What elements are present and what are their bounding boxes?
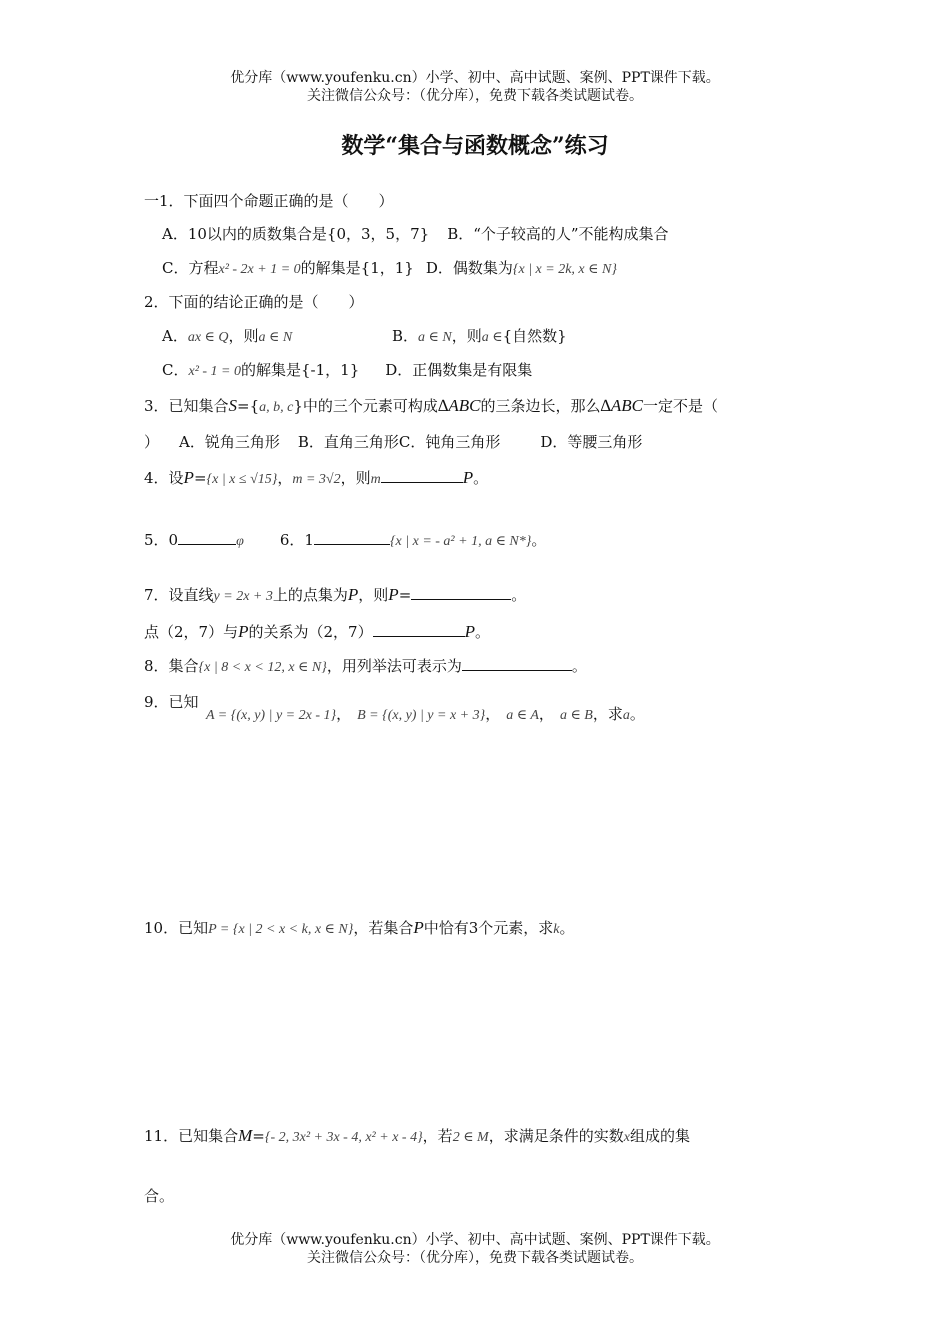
q7-end: 。 [511, 586, 527, 604]
q7-line2-prefix: 点（2，7）与 [144, 623, 239, 641]
q11-prefix: 11．已知集合 [144, 1127, 239, 1145]
q8-prefix: 8．集合 [144, 657, 199, 675]
q11-x-var: x [623, 1130, 630, 1145]
q5-answer-blank[interactable] [178, 530, 236, 545]
q4-m-def: m = 3√2 [292, 472, 341, 487]
q10-end: 。 [559, 919, 575, 937]
q9-set-b: B = {(x, y) | y = x + 3} [357, 708, 486, 723]
q2-option-c-label: C． [162, 361, 189, 379]
q9-cond-1: a ∈ A [506, 708, 539, 723]
q4-p: P [183, 468, 194, 487]
footer-line-1: 优分库（www.youfenku.cn）小学、初中、高中试题、案例、PPT课件下载。 [230, 1232, 720, 1248]
q7-line2-middle: 的关系为（2，7） [248, 623, 373, 641]
q9-comma-3: ， [538, 705, 554, 723]
q8-end: 。 [571, 657, 587, 675]
q8-middle: ，用列举法可表示为 [326, 657, 462, 675]
q2-option-a-math2: a ∈ N [258, 330, 293, 345]
q4-m-var: m [370, 472, 381, 487]
header-line-2: 关注微信公众号：（优分库），免费下载各类试题试卷。 [307, 88, 643, 104]
q9-set-a: A = {(x, y) | y = 2x - 1} [206, 708, 337, 723]
q4-set: {x | x ≤ √15} [206, 472, 278, 487]
q10-set: P = {x | 2 < x < k, x ∈ N} [208, 922, 354, 937]
q7-p3: P [238, 622, 249, 641]
q7-answer-blank-1[interactable] [411, 585, 511, 600]
question-3-options [144, 432, 642, 452]
q2-option-c-solution: 的解集是{-1，1} [241, 361, 360, 379]
q1-option-d-set: {x | x = 2k, x ∈ N} [512, 262, 617, 277]
q2-option-a-math1: ax ∈ Q [187, 330, 229, 345]
header-line-1: 优分库（www.youfenku.cn）小学、初中、高中试题、案例、PPT课件下载。 [230, 70, 720, 86]
q1-option-c-solution: 的解集是{1，1} [300, 259, 414, 277]
q3-option-b: B．直角三角形 [297, 433, 399, 451]
q2-option-b-set: {自然数} [502, 327, 567, 345]
q3-close-paren: ） [144, 433, 160, 451]
q7-answer-blank-2[interactable] [373, 622, 465, 637]
q7-p: P [347, 585, 359, 604]
question-11-line-2: 合。 [144, 1187, 175, 1205]
footer-line-2: 关注微信公众号：（优分库），免费下载各类试题试卷。 [307, 1250, 643, 1266]
question-1-option-c [162, 258, 617, 280]
q9-comma-1: ， [336, 705, 352, 723]
q2-option-b-then: ，则 [451, 327, 482, 345]
q2-option-b-math1: a ∈ N [418, 330, 452, 345]
q9-comma-2: ， [485, 705, 501, 723]
q4-comma: ， [277, 469, 293, 487]
q6-prefix: 6．1 [279, 531, 314, 549]
q9-ask: ，求 [592, 705, 623, 723]
q3-triangle-1: ∆ABC [437, 396, 481, 415]
q10-prefix: 10．已知 [144, 919, 209, 937]
q8-answer-blank[interactable] [462, 656, 572, 671]
q11-middle: ，若 [422, 1127, 453, 1145]
question-4 [144, 468, 488, 490]
q11-condition: 2 ∈ M [452, 1130, 489, 1145]
question-1-stem: 一1．下面四个命题正确的是（ ） [144, 192, 394, 210]
q10-suffix: 中恰有3个元素，求 [423, 919, 554, 937]
q9-a-var: a [622, 708, 630, 723]
q2-option-c-equation: x² - 1 = 0 [188, 364, 242, 379]
q2-option-a-label: A． [162, 327, 188, 345]
q11-eq: = [252, 1127, 265, 1145]
q3-middle-2: 的三条边长，那么 [480, 397, 601, 415]
q5-empty-set: φ [236, 534, 244, 549]
question-2-option-c [162, 360, 532, 382]
q2-option-b-math2: a ∈ [481, 330, 503, 345]
question-7-line-1 [144, 585, 526, 607]
q7-prefix: 7．设直线 [144, 586, 214, 604]
q3-elements: a, b, c [259, 400, 294, 415]
q3-option-c: C．钝角三角形 [398, 433, 501, 451]
q3-eq: ={ [237, 397, 260, 415]
q4-answer-blank[interactable] [381, 468, 463, 483]
q4-then: ，则 [340, 469, 371, 487]
q7-line2-end: 。 [474, 623, 490, 641]
q5-prefix: 5．0 [144, 531, 179, 549]
q11-suffix-2: 组成的集 [629, 1127, 690, 1145]
q3-middle: }中的三个元素可构成 [293, 397, 438, 415]
q3-option-d: D．等腰三角形 [540, 433, 643, 451]
q7-middle: 上的点集为 [272, 586, 348, 604]
question-11-line-1 [144, 1126, 690, 1148]
q6-end: 。 [531, 531, 547, 549]
q1-option-a-text: A．10以内的质数集合是{0，3，5，7} [162, 225, 430, 243]
q10-p: P [413, 918, 424, 937]
q3-set-s: S [228, 396, 238, 415]
q2-option-a-then: ，则 [228, 327, 259, 345]
q7-p4: P [464, 622, 475, 641]
q1-option-c-equation: x² - 2x + 1 = 0 [218, 262, 301, 277]
question-2-option-b [392, 326, 567, 348]
q7-then: ，则 [358, 586, 389, 604]
q11-suffix: ，求满足条件的实数 [488, 1127, 624, 1145]
q4-eq: = [193, 469, 207, 487]
q3-option-a: A．锐角三角形 [179, 433, 280, 451]
q6-set: {x | x = - a² + 1, a ∈ N*} [389, 534, 532, 549]
question-8 [144, 656, 587, 678]
q9-cond-2: a ∈ B [559, 708, 593, 723]
q10-k-var: k [553, 922, 560, 937]
question-9-body [206, 704, 645, 726]
q4-end: 。 [473, 469, 489, 487]
q2-option-d-text: D．正偶数集是有限集 [385, 361, 533, 379]
q11-set: {- 2, 3x² + 3x - 4, x² + x - 4} [264, 1130, 423, 1145]
question-10 [144, 918, 575, 940]
q8-set: {x | 8 < x < 12, x ∈ N} [198, 660, 327, 675]
q7-p2: P [388, 585, 399, 604]
q11-m: M [238, 1126, 253, 1145]
q2-option-b-label: B． [392, 327, 419, 345]
q1-option-d-label: D．偶数集为 [425, 259, 513, 277]
q1-option-c-label: C．方程 [162, 259, 219, 277]
q4-p2: P [462, 468, 474, 487]
question-9-prefix: 9．已知 [144, 693, 199, 711]
page-title: 数学“集合与函数概念”练习 [341, 133, 609, 159]
q4-prefix: 4．设 [144, 469, 184, 487]
question-7-line-2 [144, 622, 490, 642]
q10-middle: ，若集合 [353, 919, 414, 937]
q6-answer-blank[interactable] [314, 530, 390, 545]
question-2-option-a [162, 326, 292, 348]
q3-triangle-2: ∆ABC [600, 396, 643, 415]
question-2-stem: 2．下面的结论正确的是（ ） [144, 293, 364, 311]
q1-option-b-text: B．“个子较高的人”不能构成集合 [447, 225, 669, 243]
question-1-option-a [162, 224, 669, 244]
q3-suffix: 一定不是（ [642, 397, 718, 415]
q3-prefix: 3．已知集合 [144, 397, 229, 415]
question-3-stem [144, 396, 718, 418]
q7-line-equation: y = 2x + 3 [213, 589, 273, 604]
question-5-6 [144, 530, 546, 552]
q7-eq: = [398, 586, 412, 604]
q9-end: 。 [629, 705, 645, 723]
